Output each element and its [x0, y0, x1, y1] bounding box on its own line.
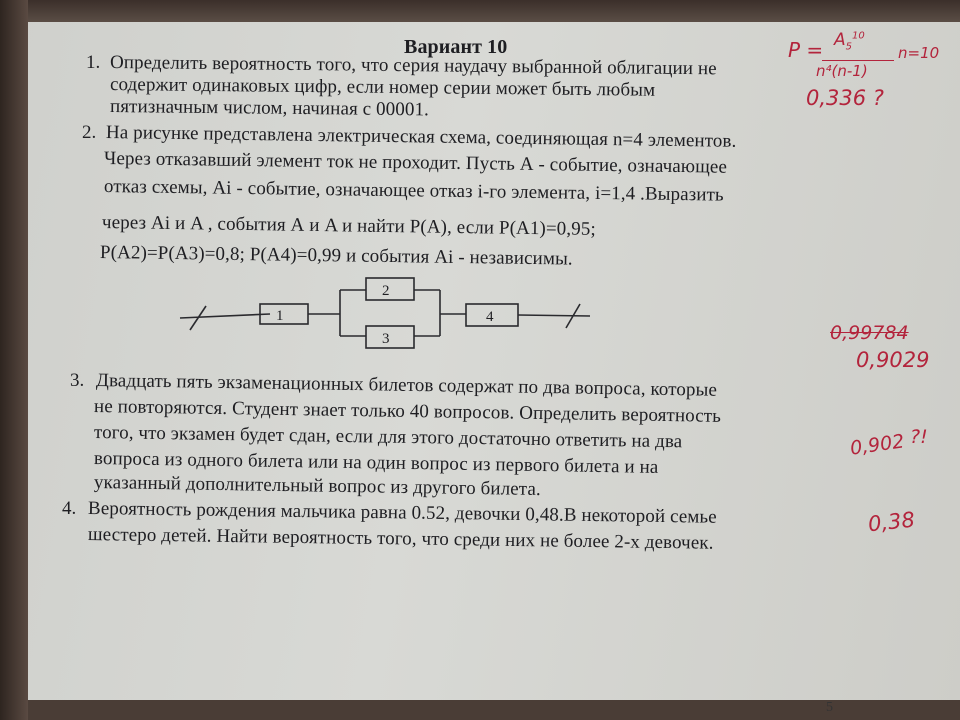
- note-task3-answer: 0,902: [848, 430, 906, 460]
- note-task1-fraction-bar: [822, 60, 894, 61]
- note-task1-answer: 0,336 ?: [806, 86, 884, 110]
- table-background-bottom: [0, 700, 960, 720]
- element-3-label: 3: [382, 331, 390, 347]
- wire-left: [180, 314, 270, 318]
- task-3-line-3: того, что экзамен будет сдан, если для этого достаточно ответить на два: [93, 422, 683, 453]
- note-task4-answer: 0,38: [866, 507, 916, 537]
- task-4-line-1: Вероятность рождения мальчика равна 0.52, девочки 0,48.В некоторой семье: [87, 498, 717, 528]
- element-2-label: 2: [382, 283, 390, 299]
- table-background-top: [0, 0, 960, 22]
- task-1-number: 1.: [86, 52, 101, 73]
- task-2-line-4: через Ai и A , события А и A и найти Р(А), если Р(А1)=0,95;: [101, 212, 596, 240]
- task-1-line-3: пятизначным числом, начиная с 00001.: [109, 96, 430, 121]
- note-task1-lhs: P =: [788, 38, 824, 62]
- note-task1-numerator: $A_5^{10}$: [834, 30, 865, 53]
- element-1-label: 1: [276, 308, 284, 324]
- variant-title: Вариант 10: [404, 36, 508, 58]
- task-2-number: 2.: [82, 122, 97, 143]
- task-2-line-3: отказ схемы, Ai - событие, означающее отказ i-го элемента, i=1,4 .Выразить: [103, 176, 724, 206]
- task-2-line-1: На рисунке представлена электрическая схема, соединяющая n=4 элементов.: [105, 122, 737, 152]
- note-task3-mark: ?!: [910, 426, 928, 448]
- task-1-line-2: содержит одинаковых цифр, если номер серии может быть любым: [109, 74, 656, 101]
- note-task2-answer: 0,9029: [856, 348, 930, 372]
- note-task1-n: n=10: [898, 44, 940, 62]
- table-background-left: [0, 0, 28, 720]
- task-4-line-2: шестеро детей. Найти вероятность того, что среди них не более 2-х девочек.: [87, 524, 714, 554]
- element-2-box: [366, 278, 414, 300]
- note-task2-crossed: 0,99784: [830, 322, 909, 344]
- element-3-box: [366, 326, 414, 348]
- circuit-diagram: [170, 270, 610, 360]
- task-3-line-1: Двадцать пять экзаменационных билетов содержат по два вопроса, которые: [95, 370, 718, 401]
- task-4-number: 4.: [62, 498, 77, 519]
- task-3-line-2: не повторяются. Студент знает только 40 вопросов. Определить вероятность: [93, 396, 722, 427]
- task-1-line-1: Определить вероятность того, что серия наудачу выбранной облигации не: [109, 52, 717, 80]
- task-3-line-5: указанный дополнительный вопрос из другого билета.: [93, 472, 541, 501]
- page-number: 5: [826, 700, 833, 715]
- element-4-label: 4: [486, 309, 494, 325]
- task-2-line-2: Через отказавший элемент ток не проходит. Пусть А - событие, означающее: [103, 148, 728, 178]
- note-task1-denominator: n⁴(n-1): [816, 62, 868, 80]
- task-3-line-4: вопроса из одного билета или на один вопрос из первого билета и на: [93, 448, 659, 478]
- task-3-number: 3.: [70, 370, 85, 391]
- wire-right: [518, 315, 590, 316]
- task-2-line-5: Р(А2)=Р(А3)=0,8; Р(А4)=0,99 и события Ai - независимы.: [99, 242, 573, 270]
